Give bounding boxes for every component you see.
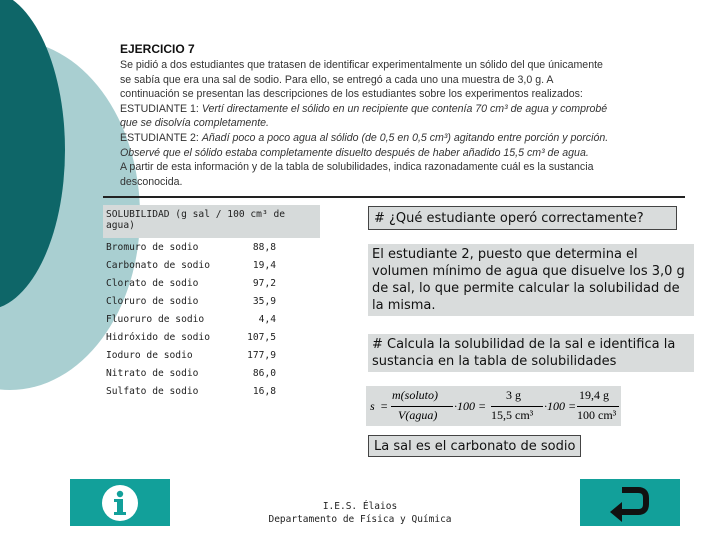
divider — [103, 196, 685, 198]
salt-name: Fluoruro de sodio — [106, 313, 205, 325]
statement-line — [120, 73, 685, 88]
back-button[interactable] — [580, 479, 680, 526]
table-row — [103, 256, 320, 274]
solubility-table-header: SOLUBILIDAD (g sal / 100 cm³ de agua) — [103, 205, 320, 238]
statement-text: continuación se presentan las descripciones de los estudiantes sobre los experimentos realizados: — [120, 88, 583, 101]
statement-text: se sabía que era una sal de sodio. Para ello, se entregó a cada uno una muestra de 3,0 g. A — [120, 73, 554, 86]
salt-name: Clorato de sodio — [106, 277, 199, 289]
formula-den2: 15,5 cm³ — [491, 408, 534, 422]
solubility-value: 16,8 — [252, 385, 276, 397]
info-icon — [100, 483, 140, 523]
return-arrow-icon — [608, 484, 652, 522]
school-name: I.E.S. Élaios — [322, 501, 398, 512]
student-label: ESTUDIANTE 2: — [120, 131, 202, 144]
formula-factor1: ·100 = — [454, 399, 487, 413]
statement-line — [120, 102, 685, 117]
answer-1: El estudiante 2, puesto que determina el volumen mínimo de agua que disuelve los 3,0 g de sal, lo que permite calcular la solubilidad de la misma. — [368, 244, 694, 316]
statement-line — [120, 160, 685, 175]
student-description: Vertí directamente el sólido en un recipiente que contenía 70 cm³ de agua y comprobé — [201, 102, 608, 115]
solubility-value: 19,4 — [252, 259, 276, 271]
formula-s: s — [370, 399, 375, 413]
solubility-value: 107,5 — [247, 331, 276, 343]
solubility-value: 35,9 — [252, 295, 276, 307]
student-description: Observé que el sólido estaba completamente disuelto después de haber añadido 15,5 cm³ de agua. — [120, 146, 589, 159]
fraction-bar-1 — [391, 406, 453, 407]
solubility-table — [103, 205, 320, 400]
question-1: # ¿Qué estudiante operó correctamente? — [368, 206, 677, 230]
table-row — [103, 292, 320, 310]
answer-2: La sal es el carbonato de sodio — [368, 435, 581, 457]
question-2: # Calcula la solubilidad de la sal e identifica la sustancia en la tabla de solubilidades — [368, 334, 694, 372]
table-row — [103, 328, 320, 346]
solubility-value: 97,2 — [252, 277, 276, 289]
salt-name: Sulfato de sodio — [106, 385, 199, 397]
table-row — [103, 310, 320, 328]
table-row — [103, 346, 320, 364]
solubility-value: 177,9 — [247, 349, 276, 361]
salt-name: Nitrato de sodio — [106, 367, 199, 379]
formula-num1: m(soluto) — [392, 388, 438, 402]
solubility-formula — [366, 386, 621, 426]
fraction-bar-2 — [491, 406, 543, 407]
exercise-title: EJERCICIO 7 — [120, 42, 195, 56]
salt-name: Carbonato de sodio — [106, 259, 210, 271]
info-button[interactable] — [70, 479, 170, 526]
salt-name: Ioduro de sodio — [106, 349, 193, 361]
exercise-statement — [120, 58, 685, 189]
formula-num2: 3 g — [506, 388, 521, 402]
salt-name: Hidróxido de sodio — [106, 331, 210, 343]
statement-line — [120, 116, 685, 131]
student-description: Añadí poco a poco agua al sólido (de 0,5 en 0,5 cm³) agitando entre porción y porción. — [201, 131, 609, 144]
solubility-value: 86,0 — [252, 367, 276, 379]
formula-den3: 100 cm³ — [577, 408, 617, 422]
statement-text: A partir de esta información y de la tabla de solubilidades, indica razonadamente cuál es la sustancia — [120, 161, 594, 174]
statement-text: desconocida. — [120, 175, 183, 188]
formula-equals: = — [380, 399, 389, 413]
statement-line — [120, 87, 685, 102]
student-label: ESTUDIANTE 1: — [120, 102, 202, 115]
table-row — [103, 274, 320, 292]
statement-line — [120, 131, 685, 146]
student-description: que se disolvía completamente. — [120, 117, 269, 130]
formula-factor2: ·100 = — [544, 399, 577, 413]
formula-den1: V(agua) — [398, 408, 438, 422]
salt-name: Cloruro de sodio — [106, 295, 199, 307]
footer — [260, 500, 460, 526]
statement-line — [120, 146, 685, 161]
salt-name: Bromuro de sodio — [106, 241, 199, 253]
statement-text: Se pidió a dos estudiantes que tratasen de identificar experimentalmente un sólido del que únicamente — [120, 59, 603, 71]
department-name: Departamento de Física y Química — [268, 514, 452, 525]
table-row — [103, 238, 320, 256]
solubility-value: 4,4 — [258, 313, 276, 325]
table-row — [103, 382, 320, 400]
statement-line — [120, 58, 685, 73]
fraction-bar-3 — [577, 406, 619, 407]
formula-num3: 19,4 g — [579, 388, 609, 402]
solubility-value: 88,8 — [252, 241, 276, 253]
table-row — [103, 364, 320, 382]
statement-line — [120, 175, 685, 190]
